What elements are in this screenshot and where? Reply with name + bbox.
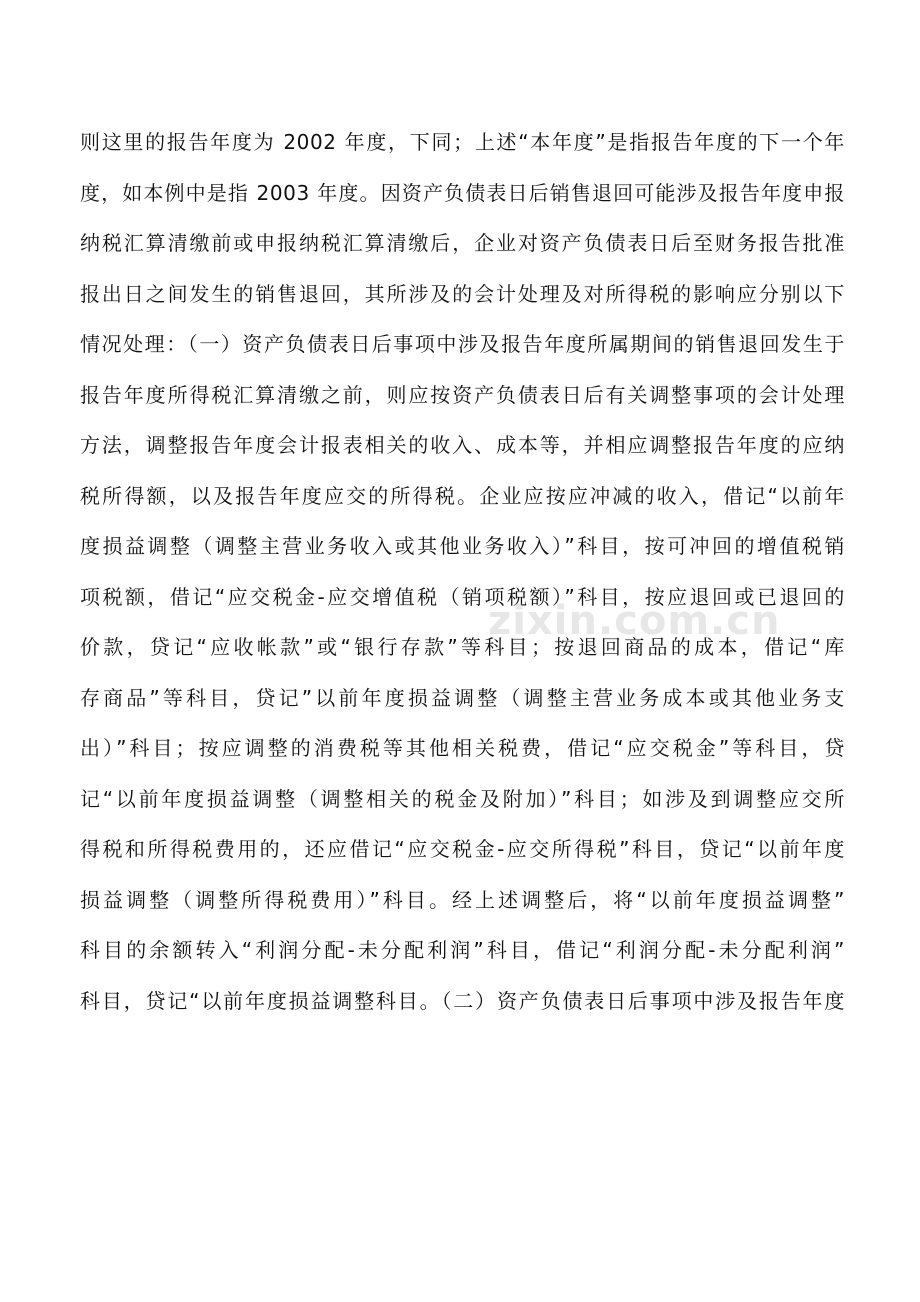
watermark: zixin.com.cn bbox=[488, 598, 781, 644]
text-line-17: 科目的余额转入“利润分配-未分配利润”科目，借记“利润分配-未分配利润” bbox=[80, 938, 845, 962]
text-line-5: 情况处理：（一）资产负债表日后事项中涉及报告年度所属期间的销售退回发生于 bbox=[80, 332, 845, 356]
text-line-4: 报出日之间发生的销售退回，其所涉及的会计处理及对所得税的影响应分别以下 bbox=[80, 281, 845, 306]
text-line-15: 得税和所得税费用的，还应借记“应交税金-应交所得税”科目，贷记“以前年度 bbox=[80, 837, 845, 861]
text-line-2: 度，如本例中是指 2003 年度。因资产负债表日后销售退回可能涉及报告年度申报 bbox=[80, 180, 845, 205]
text-line-10: 项税额，借记“应交税金-应交增值税（销项税额）”科目，按应退回或已退回的 bbox=[80, 584, 845, 609]
text-line-12: 存商品”等科目，贷记”以前年度损益调整（调整主营业务成本或其他业务支 bbox=[80, 685, 845, 710]
body-text bbox=[80, 124, 845, 1033]
text-line-13: 出）”科目；按应调整的消费税等其他相关税费，借记“应交税金”等科目，贷 bbox=[80, 736, 845, 760]
text-line-3: 纳税汇算清缴前或申报纳税汇算清缴后，企业对资产负债表日后至财务报告批准 bbox=[80, 231, 845, 255]
text-line-6: 报告年度所得税汇算清缴之前，则应按资产负债表日后有关调整事项的会计处理 bbox=[80, 382, 845, 407]
text-line-7: 方法，调整报告年度会计报表相关的收入、成本等，并相应调整报告年度的应纳 bbox=[80, 433, 845, 457]
text-line-11: 价款，贷记“应收帐款”或“银行存款”等科目；按退回商品的成本，借记“库 bbox=[80, 635, 845, 659]
text-line-18: 科目，贷记“以前年度损益调整科目。（二）资产负债表日后事项中涉及报告年度 bbox=[80, 988, 845, 1013]
text-line-1: 则这里的报告年度为 2002 年度，下同；上述“本年度”是指报告年度的下一个年 bbox=[80, 130, 845, 154]
text-line-8: 税所得额，以及报告年度应交的所得税。企业应按应冲减的收入，借记“以前年 bbox=[80, 483, 845, 508]
text-line-16: 损益调整（调整所得税费用）”科目。经上述调整后，将“以前年度损益调整” bbox=[80, 887, 845, 912]
text-line-14: 记“以前年度损益调整（调整相关的税金及附加）”科目；如涉及到调整应交所 bbox=[80, 786, 845, 811]
text-line-9: 度损益调整（调整主营业务收入或其他业务收入）”科目，按可冲回的增值税销 bbox=[80, 534, 845, 558]
